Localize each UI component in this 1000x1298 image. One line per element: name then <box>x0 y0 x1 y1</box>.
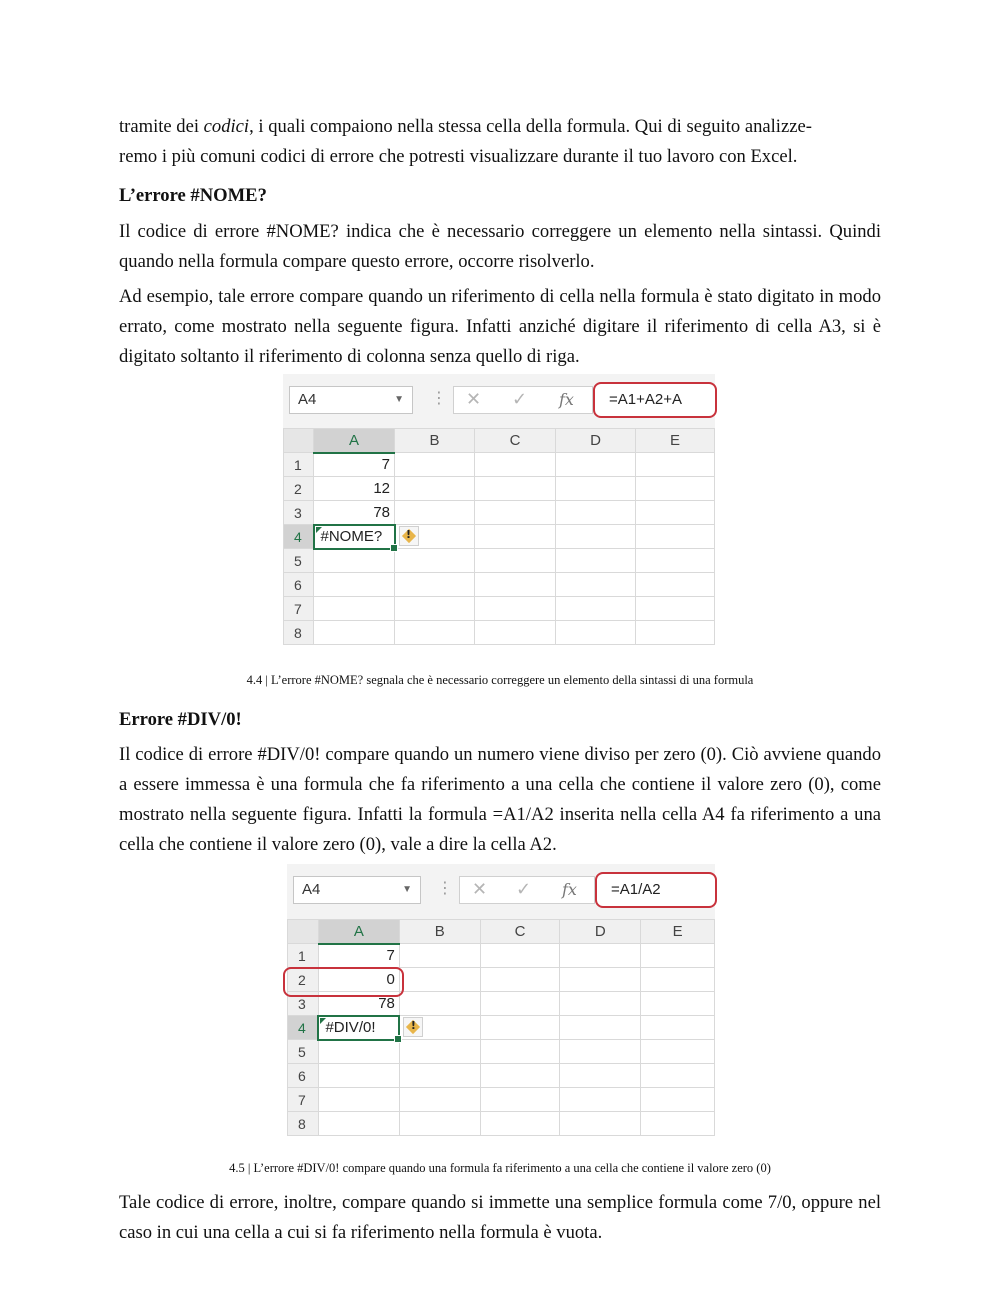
chevron-down-icon: ▼ <box>402 884 412 895</box>
cell[interactable] <box>641 1088 715 1112</box>
cell[interactable] <box>480 1088 560 1112</box>
cell[interactable] <box>636 477 715 501</box>
formula-input[interactable]: =A1/A2 <box>595 872 717 908</box>
cell[interactable] <box>480 1112 560 1136</box>
row-header[interactable]: 2 <box>288 968 319 992</box>
cell[interactable] <box>395 549 475 573</box>
cell[interactable] <box>480 1040 560 1064</box>
cancel-icon[interactable]: ✕ <box>472 879 488 899</box>
section-heading-nome: L’errore #NOME? <box>119 185 267 206</box>
cell[interactable] <box>314 549 395 573</box>
cell[interactable] <box>395 453 475 477</box>
column-header-a[interactable]: A <box>318 920 399 944</box>
cell[interactable] <box>475 453 556 477</box>
section2-paragraph-1: Il codice di errore #DIV/0! compare quando un numero viene diviso per zero (0). Ciò avviene quando a essere immessa è una formula che fa riferimento a una cella che contiene il valore zero (0), come mostrato nella seguente figura. Infatti la formula =A1/A2 inserita nella cella A4 fa riferimento a una cella che contiene il valore zero (0), vale a dire la cella A2. <box>119 744 881 855</box>
warning-icon[interactable]: ! <box>399 526 419 546</box>
column-header-e[interactable]: E <box>641 920 715 944</box>
cell[interactable] <box>641 968 715 992</box>
cell[interactable] <box>560 1064 641 1088</box>
cell[interactable] <box>636 501 715 525</box>
section2-paragraph-2: Tale codice di errore, inoltre, compare quando si immette una semplice formula come 7/0, oppure nel caso in cui una cella a cui si fa riferimento nella formula è vuota. <box>119 1192 881 1243</box>
intro-line-2: remo i più comuni codici di errore che potresti visualizzare durante il tuo lavoro con Excel. <box>119 146 798 167</box>
cell[interactable] <box>318 1040 399 1064</box>
formula-input[interactable]: =A1+A2+A <box>593 382 717 418</box>
formula-buttons <box>453 386 593 414</box>
cell[interactable] <box>556 597 636 621</box>
confirm-check-icon[interactable]: ✓ <box>512 389 528 409</box>
cell[interactable] <box>556 501 636 525</box>
cell[interactable] <box>399 1064 480 1088</box>
select-all-corner[interactable] <box>284 429 314 453</box>
cell[interactable] <box>641 1040 715 1064</box>
row-header[interactable]: 1 <box>284 453 314 477</box>
error-value: #NOME? <box>320 528 383 545</box>
section-heading-div0: Errore #DIV/0! <box>119 709 242 730</box>
cell[interactable] <box>399 1016 480 1040</box>
row-header[interactable]: 8 <box>288 1112 319 1136</box>
cell[interactable] <box>399 1088 480 1112</box>
cell[interactable] <box>314 573 395 597</box>
cell[interactable] <box>475 549 556 573</box>
cell[interactable] <box>560 1016 641 1040</box>
cell[interactable] <box>641 1064 715 1088</box>
cell[interactable] <box>475 525 556 549</box>
cell-a3[interactable]: 78 <box>314 501 395 525</box>
column-header-b[interactable]: B <box>395 429 475 453</box>
cell[interactable] <box>556 621 636 645</box>
formula-bar <box>287 864 715 916</box>
cell[interactable] <box>560 1088 641 1112</box>
highlight-ring-a2 <box>283 967 404 997</box>
section1-paragraph-1: Il codice di errore #NOME? indica che è necessario correggere un elemento nella sintassi. Quindi quando nella formula compare questo errore, occorre risolverlo. <box>119 221 881 272</box>
cell[interactable] <box>556 453 636 477</box>
cell[interactable] <box>399 944 480 968</box>
cell[interactable] <box>636 453 715 477</box>
row-header[interactable]: 7 <box>284 597 314 621</box>
row-header[interactable]: 1 <box>288 944 319 968</box>
cell[interactable] <box>636 573 715 597</box>
cell[interactable] <box>480 992 560 1016</box>
cell[interactable] <box>560 1040 641 1064</box>
cell[interactable] <box>395 477 475 501</box>
more-dots-icon: ⋮ <box>437 880 453 897</box>
cell[interactable] <box>395 597 475 621</box>
column-header-d[interactable]: D <box>556 429 636 453</box>
intro-paragraph <box>119 112 881 172</box>
cell[interactable] <box>318 1112 399 1136</box>
cell-a2[interactable]: 12 <box>314 477 395 501</box>
section1-paragraph-2: Ad esempio, tale errore compare quando un riferimento di cella nella formula è stato digitato in modo errato, come mostrato nella seguente figura. Infatti anziché digitare il riferimento di cella A3, si è digitato soltanto il riferimento di colonna senza quello di riga. <box>119 286 881 367</box>
row-header[interactable]: 5 <box>288 1040 319 1064</box>
cancel-icon[interactable]: ✕ <box>466 389 482 409</box>
cell[interactable] <box>480 1016 560 1040</box>
error-value: #DIV/0! <box>325 1019 376 1036</box>
cell[interactable] <box>641 944 715 968</box>
column-header-a[interactable]: A <box>314 429 395 453</box>
cell[interactable] <box>636 597 715 621</box>
cell[interactable] <box>560 968 641 992</box>
cell[interactable] <box>475 621 556 645</box>
worksheet-grid <box>287 919 715 1147</box>
row-header[interactable]: 6 <box>284 573 314 597</box>
name-box[interactable]: A4 ▼ <box>293 876 421 904</box>
cell[interactable] <box>560 944 641 968</box>
cell[interactable] <box>641 1112 715 1136</box>
worksheet-grid <box>283 428 715 658</box>
cell-a1[interactable]: 7 <box>314 453 395 477</box>
cell[interactable] <box>475 573 556 597</box>
cell[interactable] <box>318 1088 399 1112</box>
intro-text: tramite dei <box>119 116 204 137</box>
cell[interactable] <box>480 944 560 968</box>
row-header[interactable]: 4 <box>284 525 314 549</box>
confirm-check-icon[interactable]: ✓ <box>516 879 532 899</box>
cell-a1[interactable]: 7 <box>318 944 399 968</box>
cell-a2[interactable]: 0 <box>318 968 399 992</box>
cell[interactable] <box>560 992 641 1016</box>
column-header-b[interactable]: B <box>399 920 480 944</box>
cell[interactable] <box>395 525 475 549</box>
row-header[interactable]: 6 <box>288 1064 319 1088</box>
row-header[interactable]: 3 <box>288 992 319 1016</box>
cell[interactable] <box>395 573 475 597</box>
excel-screenshot-div0 <box>287 864 715 1147</box>
figure-caption-4-5: 4.5 | L’errore #DIV/0! compare quando una formula fa riferimento a una cella che contiene il valore zero (0) <box>229 1161 771 1175</box>
chevron-down-icon: ▼ <box>394 394 404 405</box>
fx-icon[interactable]: fx <box>562 880 577 899</box>
cell[interactable] <box>636 549 715 573</box>
cell[interactable] <box>480 1064 560 1088</box>
error-indicator-triangle <box>320 1018 326 1024</box>
cell[interactable] <box>314 621 395 645</box>
column-header-c[interactable]: C <box>475 429 556 453</box>
cell[interactable] <box>556 573 636 597</box>
row-header[interactable]: 3 <box>284 501 314 525</box>
cell-a4-error[interactable] <box>318 1016 399 1040</box>
cell[interactable] <box>636 621 715 645</box>
cell[interactable] <box>318 1064 399 1088</box>
fx-icon[interactable]: fx <box>559 390 574 409</box>
cell[interactable] <box>556 549 636 573</box>
cell[interactable] <box>395 621 475 645</box>
cell[interactable] <box>641 992 715 1016</box>
name-box[interactable]: A4 ▼ <box>289 386 413 414</box>
figure-caption-4-4: 4.4 | L’errore #NOME? segnala che è necessario correggere un elemento della sintassi di una formula <box>246 673 754 687</box>
cell[interactable] <box>399 992 480 1016</box>
cell[interactable] <box>475 477 556 501</box>
error-indicator-triangle <box>316 527 322 533</box>
cell[interactable] <box>399 1040 480 1064</box>
excel-screenshot-nome <box>283 374 715 658</box>
cell[interactable] <box>395 501 475 525</box>
row-header[interactable]: 5 <box>284 549 314 573</box>
cell[interactable] <box>480 968 560 992</box>
cell-a4-error[interactable] <box>314 525 395 549</box>
row-header[interactable]: 4 <box>288 1016 319 1040</box>
warning-icon[interactable]: ! <box>403 1017 423 1037</box>
row-header[interactable]: 8 <box>284 621 314 645</box>
cell[interactable] <box>399 1112 480 1136</box>
intro-text-cont: , i quali compaiono nella stessa cella della formula. Qui di seguito analizze- <box>249 116 812 137</box>
cell[interactable] <box>560 1112 641 1136</box>
row-header[interactable]: 2 <box>284 477 314 501</box>
column-header-d[interactable]: D <box>560 920 641 944</box>
cell[interactable] <box>314 597 395 621</box>
cell[interactable] <box>399 968 480 992</box>
column-header-e[interactable]: E <box>636 429 715 453</box>
cell[interactable] <box>636 525 715 549</box>
cell-a3[interactable]: 78 <box>318 992 399 1016</box>
cell[interactable] <box>556 525 636 549</box>
cell[interactable] <box>475 597 556 621</box>
more-dots-icon: ⋮ <box>431 390 447 407</box>
column-header-c[interactable]: C <box>480 920 560 944</box>
formula-buttons <box>459 876 595 904</box>
row-header[interactable]: 7 <box>288 1088 319 1112</box>
formula-bar <box>283 374 715 426</box>
cell[interactable] <box>556 477 636 501</box>
cell[interactable] <box>475 501 556 525</box>
cell[interactable] <box>641 1016 715 1040</box>
intro-italic-word: codici <box>203 116 250 137</box>
select-all-corner[interactable] <box>288 920 319 944</box>
